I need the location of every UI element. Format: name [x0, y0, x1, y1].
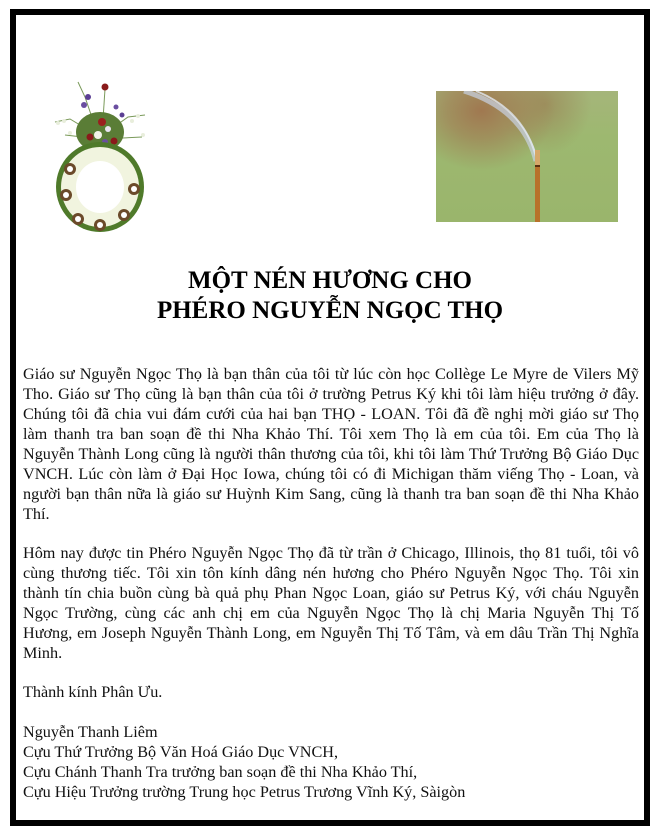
signature-title-3: Cựu Hiệu Trưởng trường Trung học Petrus Trương Vĩnh Ký, Sàigòn [23, 783, 466, 801]
incense-smoke-icon [436, 91, 618, 222]
signature-title-1: Cựu Thứ Trưởng Bộ Văn Hoá Giáo Dục VNCH, [23, 743, 339, 761]
title-line-2: PHÉRO NGUYỄN NGỌC THỌ [156, 297, 504, 324]
paragraph-1: Giáo sư Nguyễn Ngọc Thọ là bạn thân của tôi từ lúc còn học Collège Le Myre de Vilers Mỹ Tho. Giáo sư Thọ cũng là bạn thân của tôi ở trường Petrus Ký khi tôi làm hiệu trưởng ở đây. Chúng tôi đã chia vui đám cưới của hai bạn THỌ - LOAN. Tôi đã đề nghị mời giáo sư Thọ làm thanh tra ban soạn đề thi Nha Khảo Thí. Tôi xem Thọ là em của tôi. Em của Thọ là Nguyễn Thành Long cũng là người thân thương của tôi, khi tôi làm Thứ Trưởng Bộ Giáo Dục VNCH. Lúc còn làm ở Đại Học Iowa, chúng tôi có đi Michigan thăm viếng Thọ - Loan, và người bạn thân nữa là giáo sư Huỳnh Kim Sang, cũng là thanh tra ban soạn đề thi Nha Khảo Thí. [23, 365, 639, 523]
signature-title-2: Cựu Chánh Thanh Tra trưởng ban soạn đề thi Nha Khảo Thí, [23, 763, 418, 781]
signature-block [23, 722, 639, 802]
wreath-image [50, 77, 150, 235]
page-title [16, 266, 644, 326]
title-line-1: MỘT NÉN HƯƠNG CHO [187, 267, 473, 294]
closing-line: Thành kính Phân Ưu. [23, 683, 163, 701]
paragraph-2: Hôm nay được tin Phéro Nguyễn Ngọc Thọ đã từ trần ở Chicago, Illinois, thọ 81 tuổi, tôi vô cùng thương tiếc. Tôi xin tôn kính dâng nén hương cho Phéro Nguyễn Ngọc Thọ. Tôi xin thành tín chia buồn cùng bà quả phụ Phan Ngọc Loan, giáo sư Petrus Ký, với cháu Nguyễn Ngọc Trường, cùng các anh chị em của Nguyễn Ngọc Thọ là chị Maria Nguyễn Thị Tố Hương, em Joseph Nguyễn Thành Long, em Nguyễn Thị Tố Tâm, và em dâu Trần Thị Nghĩa Minh. [23, 544, 639, 662]
incense-image [436, 91, 618, 222]
signature-name: Nguyễn Thanh Liêm [23, 723, 158, 741]
